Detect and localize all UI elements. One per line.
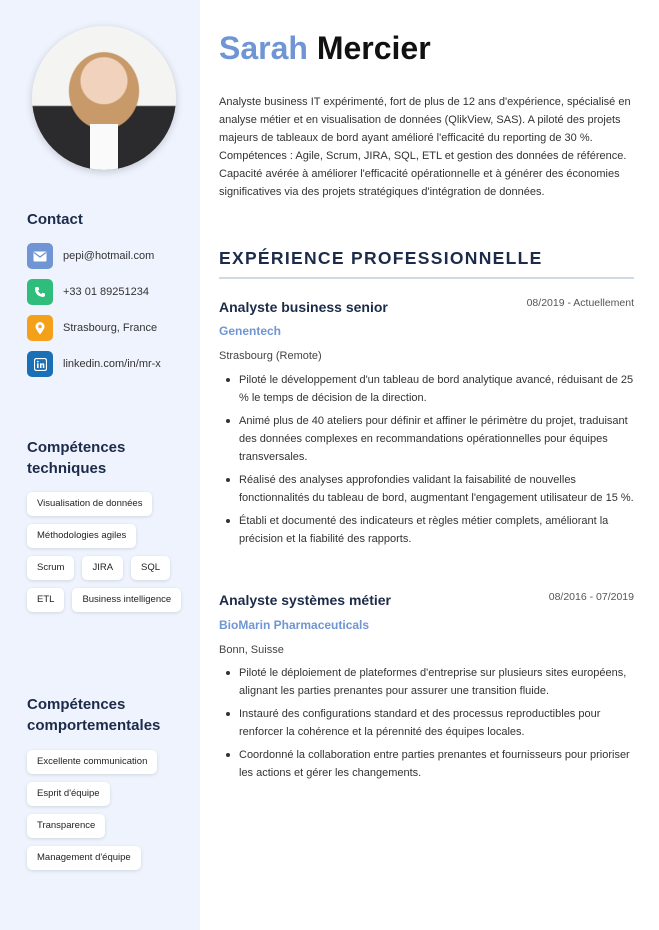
experience-heading: EXPÉRIENCE PROFESSIONNELLE <box>219 248 543 268</box>
first-name: Sarah <box>219 30 308 66</box>
section-divider <box>219 277 634 279</box>
skill-tag: Esprit d'équipe <box>27 782 110 806</box>
skill-tag: Excellente communication <box>27 750 157 774</box>
skill-tag: Scrum <box>27 556 74 580</box>
list-item: Instauré des configurations standard et des processus reproductibles pour renforcer la cohérence et la pérennité des équipes locales. <box>219 705 634 741</box>
skill-tag: Méthodologies agiles <box>27 524 136 548</box>
phone-icon <box>27 279 53 305</box>
skill-tag: SQL <box>131 556 170 580</box>
location-pin-icon <box>27 315 53 341</box>
contact-heading: Contact <box>27 211 83 228</box>
job-title: Analyste systèmes métier <box>219 592 391 608</box>
skill-tag: Management d'équipe <box>27 846 141 870</box>
list-item: Établi et documenté des indicateurs et règles métier complets, améliorant la précision et la fiabilité des rapports. <box>219 512 634 548</box>
linkedin-icon <box>27 351 53 377</box>
contact-email-text: pepi@hotmail.com <box>63 250 155 262</box>
job-bullets <box>219 664 634 787</box>
contact-phone-text: +33 01 89251234 <box>63 286 149 298</box>
skill-tag: Visualisation de données <box>27 492 152 516</box>
job-dates: 08/2016 - 07/2019 <box>548 591 634 603</box>
job-location: Bonn, Suisse <box>219 644 284 656</box>
candidate-name <box>219 30 431 66</box>
skill-tag: ETL <box>27 588 64 612</box>
profile-photo <box>32 26 176 170</box>
list-item: Piloté le déploiement de plateformes d'entreprise sur plusieurs sites européens, alignant les parties prenantes pour assurer une transition fluide. <box>219 664 634 700</box>
list-item: Réalisé des analyses approfondies validant la faisabilité de nouvelles fonctionnalités du tableau de bord, augmentant l'engagement utilisateur de 15 %. <box>219 471 634 507</box>
contact-location-text: Strasbourg, France <box>63 322 158 334</box>
sidebar <box>0 0 200 930</box>
list-item: Piloté le développement d'un tableau de bord analytique avancé, réduisant de 25 % le temps de décision de la direction. <box>219 371 634 407</box>
job-location: Strasbourg (Remote) <box>219 350 322 362</box>
contact-phone[interactable] <box>27 279 149 305</box>
job-company: BioMarin Pharmaceuticals <box>219 618 370 632</box>
job-title: Analyste business senior <box>219 299 388 315</box>
envelope-icon <box>27 243 53 269</box>
profile-summary: Analyste business IT expérimenté, fort de plus de 12 ans d'expérience, spécialisé en analyse métier et en visualisation de données (QlikView, SAS). A piloté des projets majeurs de tableaux de bord ayant amélioré l'efficacité du reporting de 30 %. Compétences : Agile, Scrum, JIRA, SQL, ETL et gestion des données de référence. Capacité avérée à améliorer l'efficacité opérationnelle et à générer des économies significatives via des projets stratégiques d'intégration de données. <box>219 96 631 198</box>
contact-linkedin-text: linkedin.com/in/mr-x <box>63 358 161 370</box>
list-item: Coordonné la collaboration entre parties prenantes et fournisseurs pour prioriser les actions et gérer les changements. <box>219 746 634 782</box>
soft-skills-tags <box>27 750 177 870</box>
contact-location <box>27 315 157 341</box>
job-bullets <box>219 371 634 553</box>
soft-skills-heading: Compétences comportementales <box>27 696 161 734</box>
skill-tag: JIRA <box>82 556 123 580</box>
tech-skills-tags <box>27 492 187 612</box>
skill-tag: Transparence <box>27 814 105 838</box>
skill-tag: Business intelligence <box>72 588 181 612</box>
contact-linkedin[interactable] <box>27 351 161 377</box>
last-name: Mercier <box>316 30 431 66</box>
list-item: Animé plus de 40 ateliers pour définir et affiner le périmètre du projet, traduisant des données complexes en recommandations opérationnelles pour équipes transversales. <box>219 412 634 466</box>
job-company: Genentech <box>219 324 282 338</box>
job-dates: 08/2019 - Actuellement <box>526 297 634 309</box>
contact-email[interactable] <box>27 243 154 269</box>
tech-skills-heading: Compétences techniques <box>27 439 126 477</box>
